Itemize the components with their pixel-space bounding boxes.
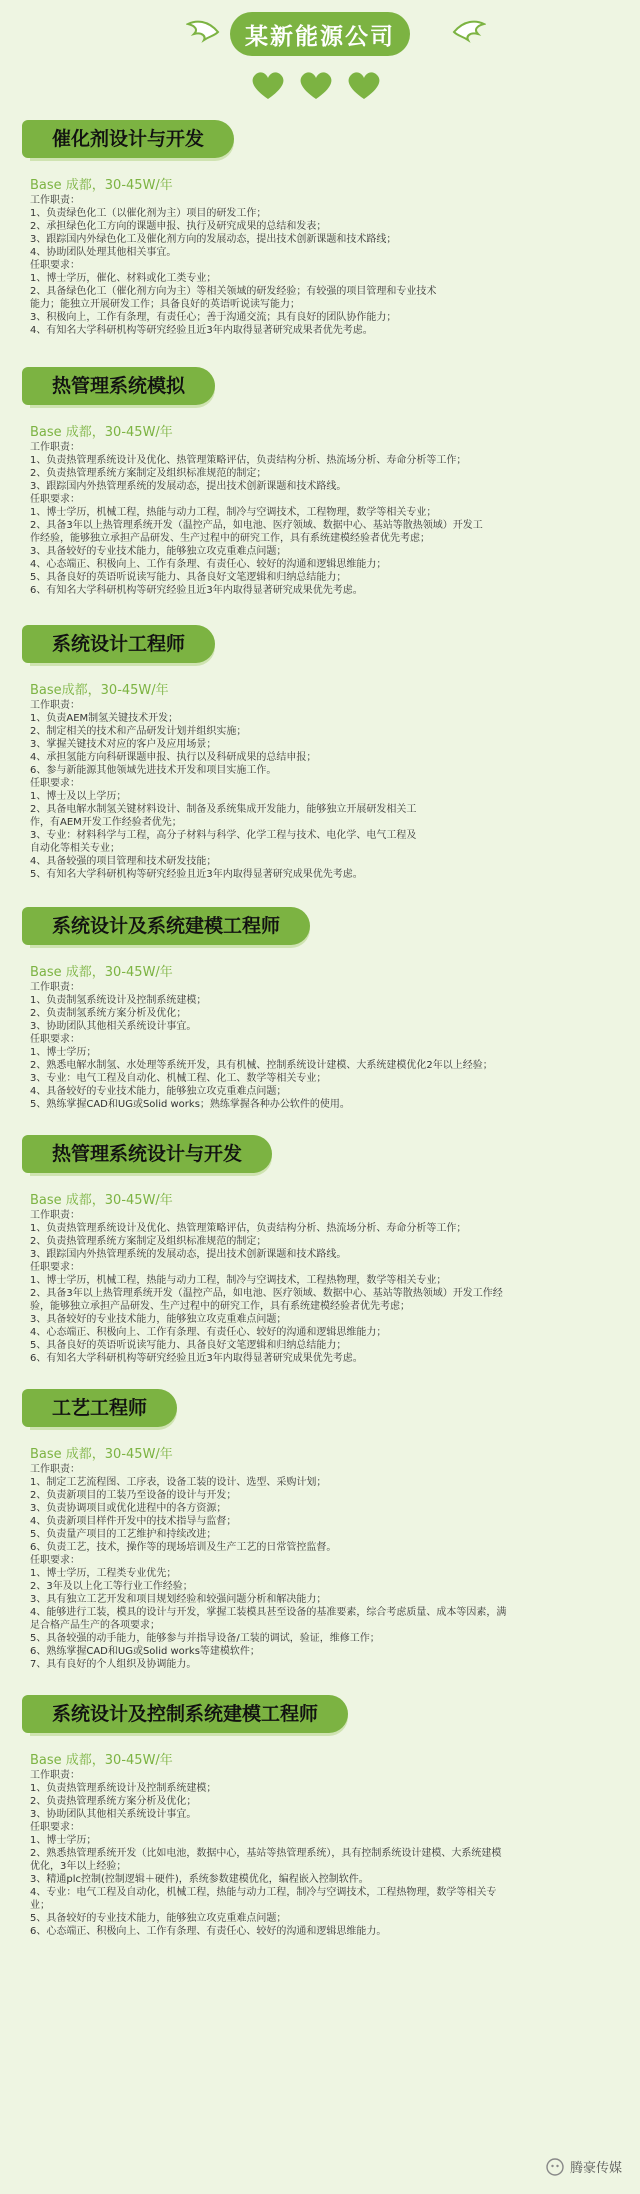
job-text-line: 作，有AEM开发工作经验者优先； [30,817,182,828]
job-title: 系统设计及控制系统建模工程师 [30,1695,348,1733]
job-section [0,907,640,1111]
job-text-line: 4、承担氢能方向科研课题申报、执行以及科研成果的总结申报； [30,752,317,763]
job-text-line: 5、具备较好的专业技术能力，能够独立攻克重难点问题； [30,1913,287,1924]
job-text-line: 3、精通plc控制(控制逻辑＋硬件)，系统参数建模优化，编程嵌入控制软件。 [30,1874,369,1885]
job-text-line: 1、负责热管理系统设计及优化、热管理策略评估，负责结构分析、热流场分析、寿命分析等工作； [30,1223,467,1234]
job-base-salary: Base 成都，30-45W/年 [30,965,173,980]
job-base-salary: Base 成都，30-45W/年 [30,1753,173,1768]
job-section [0,120,640,337]
job-text-line: 2、负责热管理系统方案制定及组织标准规范的制定； [30,1236,267,1247]
job-title-banner [30,1389,620,1435]
job-text-line: 1、博士学历，机械工程，热能与动力工程，制冷与空调技术，工程热物理，数学等相关专业； [30,1275,447,1286]
job-text-line: 工作职责： [30,442,80,453]
job-text-line: 5、有知名大学科研机构等研究经验且近3年内取得显著研究成果优先考虑。 [30,869,363,880]
job-text-line: 5、具备良好的英语听说读写能力、具备良好文笔逻辑和归纳总结能力； [30,572,347,583]
job-text-line: 2、制定相关的技术和产品研发计划并组织实施； [30,726,247,737]
job-text-line: 能力；能独立开展研发工作；具备良好的英语听说读写能力； [30,299,300,310]
job-section [0,625,640,881]
job-text-line: 工作职责： [30,1770,80,1781]
job-section [0,1695,640,1938]
job-text-line: 2、具备3年以上热管理系统开发（温控产品，如电池、医疗领域、数据中心、基站等散热领域）开发工 [30,520,483,531]
job-text-line: 6、负责工艺，技术，操作等的现场培训及生产工艺的日常管控监督。 [30,1542,337,1553]
job-text-line: 3、专业：材料科学与工程，高分子材料与科学、化学工程与技术、电化学、电气工程及 [30,830,417,841]
job-text-line: 3、专业：电气工程及自动化、机械工程、化工、数学等相关专业； [30,1073,327,1084]
job-base-salary: Base 成都，30-45W/年 [30,425,173,440]
job-text-line: 验，能够独立承担产品研发、生产过程中的研究工作，具有系统建模经验者优先考虑； [30,1301,410,1312]
job-text-line: 1、博士及以上学历； [30,791,127,802]
job-text-line: 3、跟踪国内外热管理系统的发展动态，提出技术创新课题和技术路线。 [30,481,347,492]
job-text-line: 3、协助团队其他相关系统设计事宜。 [30,1021,197,1032]
job-text-line: 4、能够进行工装，模具的设计与开发，掌握工装模具甚至设备的基准要素，综合考虑质量、成本等因素，满 [30,1607,507,1618]
job-text-line: 4、心态端正、积极向上、工作有条理、有责任心、较好的沟通和逻辑思维能力； [30,1327,387,1338]
job-text-line: 2、负责热管理系统方案分析及优化； [30,1796,197,1807]
job-text-line: 任职要求： [30,1034,80,1045]
job-text-line: 5、具备良好的英语听说读写能力、具备良好文笔逻辑和归纳总结能力； [30,1340,347,1351]
job-text-line: 4、心态端正、积极向上、工作有条理、有责任心、较好的沟通和逻辑思维能力； [30,559,387,570]
job-section [0,1135,640,1365]
job-text-line: 2、熟悉电解水制氢、水处理等系统开发，具有机械、控制系统设计建模、大系统建模优化2年以上经验； [30,1060,493,1071]
job-text-line: 1、博士学历； [30,1835,97,1846]
wechat-icon [546,2158,564,2176]
job-text-line: 2、具备3年以上热管理系统开发（温控产品，如电池、医疗领域、数据中心、基站等散热领域）开发工作经 [30,1288,503,1299]
job-text-line: 7、具有良好的个人组织及协调能力。 [30,1659,197,1670]
job-text-line: 4、具备较好的专业技术能力，能够独立攻克重难点问题； [30,1086,287,1097]
job-title: 系统设计工程师 [30,625,215,663]
job-section [0,367,640,597]
job-text-line: 6、参与新能源其他领域先进技术开发和项目实施工作。 [30,765,277,776]
job-text-line: 6、心态端正、积极向上、工作有条理、有责任心、较好的沟通和逻辑思维能力。 [30,1926,387,1937]
job-title: 催化剂设计与开发 [30,120,234,158]
job-text-line: 任职要求： [30,494,80,505]
job-text-line: 1、博士学历； [30,1047,97,1058]
job-text-line: 任职要求： [30,778,80,789]
job-text-line: 工作职责： [30,195,80,206]
job-base-salary: Base 成都，30-45W/年 [30,178,173,193]
job-text-line: 3、掌握关键技术对应的客户及应用场景； [30,739,217,750]
hearts-row [250,70,382,100]
job-text-line: 6、熟练掌握CAD和UG或Solid works等建模软件； [30,1646,260,1657]
job-text-line: 1、负责AEM制氢关键技术开发； [30,713,179,724]
job-title-banner [30,907,620,953]
job-text-line: 6、有知名大学科研机构等研究经验且近3年内取得显著研究成果优先考虑。 [30,585,363,596]
job-text-line: 1、博士学历，催化、材料或化工类专业； [30,273,217,284]
job-text-line: 优化，3年以上经验； [30,1861,127,1872]
job-text-line: 2、承担绿色化工方向的课题申报、执行及研究成果的总结和发表； [30,221,327,232]
job-text-line: 5、负责量产项目的工艺维护和持续改进； [30,1529,217,1540]
job-text-line: 任职要求： [30,1555,80,1566]
job-text-line: 2、3年及以上化工等行业工作经验； [30,1581,193,1592]
job-text-line: 3、协助团队其他相关系统设计事宜。 [30,1809,197,1820]
job-title-banner [30,625,620,671]
job-text-line: 4、专业：电气工程及自动化，机械工程，热能与动力工程，制冷与空调技术，工程热物理，数学等相关专 [30,1887,497,1898]
job-text-line: 3、具备较好的专业技术能力，能够独立攻克重难点问题； [30,1314,287,1325]
job-list [0,120,640,1938]
company-title: 某新能源公司 [230,12,410,56]
job-title-banner [30,367,620,413]
job-text-line: 1、负责热管理系统设计及控制系统建模； [30,1783,217,1794]
wing-right-icon [452,14,486,48]
job-base-salary: Base成都，30-45W/年 [30,683,169,698]
job-text-line: 1、负责热管理系统设计及优化、热管理策略评估，负责结构分析、热流场分析、寿命分析等工作； [30,455,467,466]
job-text-line: 3、跟踪国内外绿色化工及催化剂方向的发展动态，提出技术创新课题和技术路线； [30,234,397,245]
job-text-line: 任职要求： [30,260,80,271]
job-title-banner [30,120,620,166]
job-text-line: 3、具备较好的专业技术能力，能够独立攻克重难点问题； [30,546,287,557]
job-text-line: 1、负责绿色化工（以催化剂为主）项目的研发工作； [30,208,267,219]
page-header [0,0,640,120]
job-text-line: 作经验，能够独立承担产品研发、生产过程中的研究工作，具有系统建模经验者优先考虑； [30,533,430,544]
job-title-banner [30,1135,620,1181]
job-text-line: 2、负责热管理系统方案制定及组织标准规范的制定； [30,468,267,479]
job-text-line: 4、具备较强的项目管理和技术研发技能； [30,856,217,867]
heart-icon [250,70,286,100]
job-title-banner [30,1695,620,1741]
job-text-line: 4、负责新项目样件开发中的技术指导与监督； [30,1516,237,1527]
job-text-line: 5、具备较强的动手能力，能够参与并指导设备/工装的调试，验证，维修工作； [30,1633,380,1644]
job-text-line: 任职要求： [30,1822,80,1833]
job-text-line: 业； [30,1900,50,1911]
job-text-line: 1、博士学历，工程类专业优先； [30,1568,177,1579]
job-text-line: 1、制定工艺流程图、工序表，设备工装的设计、选型、采购计划； [30,1477,327,1488]
job-text-line: 2、具备电解水制氢关键材料设计、制备及系统集成开发能力，能够独立开展研发相关工 [30,804,417,815]
heart-icon [346,70,382,100]
job-text-line: 工作职责： [30,982,80,993]
heart-icon [298,70,334,100]
job-text-line: 1、负责制氢系统设计及控制系统建模； [30,995,207,1006]
job-text-line: 2、负责新项目的工装乃至设备的设计与开发； [30,1490,237,1501]
job-title: 工艺工程师 [30,1389,177,1427]
job-text-line: 2、具备绿色化工（催化剂方向为主）等相关领域的研发经验；有较强的项目管理和专业技术 [30,286,437,297]
job-text-line: 3、积极向上，工作有条理，有责任心；善于沟通交流；具有良好的团队协作能力； [30,312,397,323]
job-text-line: 3、跟踪国内外热管理系统的发展动态，提出技术创新课题和技术路线。 [30,1249,347,1260]
job-text-line: 4、有知名大学科研机构等研究经验且近3年内取得显著研究成果者优先考虑。 [30,325,373,336]
job-text-line: 任职要求： [30,1262,80,1273]
job-text-line: 1、博士学历，机械工程，热能与动力工程，制冷与空调技术，工程物理，数学等相关专业； [30,507,437,518]
watermark [546,2157,622,2176]
wing-left-icon [186,14,220,48]
job-title: 热管理系统设计与开发 [30,1135,272,1173]
job-title: 系统设计及系统建模工程师 [30,907,310,945]
job-text-line: 2、熟悉热管理系统开发（比如电池，数据中心，基站等热管理系统），具有控制系统设计建模、大系统建模 [30,1848,502,1859]
job-title: 热管理系统模拟 [30,367,215,405]
job-base-salary: Base 成都，30-45W/年 [30,1447,173,1462]
job-text-line: 5、熟练掌握CAD和UG或Solid works；熟练掌握各种办公软件的使用。 [30,1099,350,1110]
job-text-line: 自动化等相关专业； [30,843,120,854]
job-text-line: 3、具有独立工艺开发和项目规划经验和较强问题分析和解决能力； [30,1594,327,1605]
watermark-text: 腾豪传媒 [569,2161,622,2176]
job-text-line: 6、有知名大学科研机构等研究经验且近3年内取得显著研究成果优先考虑。 [30,1353,363,1364]
job-text-line: 工作职责： [30,1210,80,1221]
job-text-line: 工作职责： [30,700,80,711]
job-text-line: 工作职责： [30,1464,80,1475]
job-text-line: 4、协助团队处理其他相关事宜。 [30,247,177,258]
job-text-line: 3、负责协调项目或优化进程中的各方资源； [30,1503,227,1514]
job-text-line: 2、负责制氢系统方案分析及优化； [30,1008,187,1019]
job-section [0,1389,640,1671]
job-base-salary: Base 成都，30-45W/年 [30,1193,173,1208]
job-text-line: 足合格产品生产的各项要求； [30,1620,160,1631]
